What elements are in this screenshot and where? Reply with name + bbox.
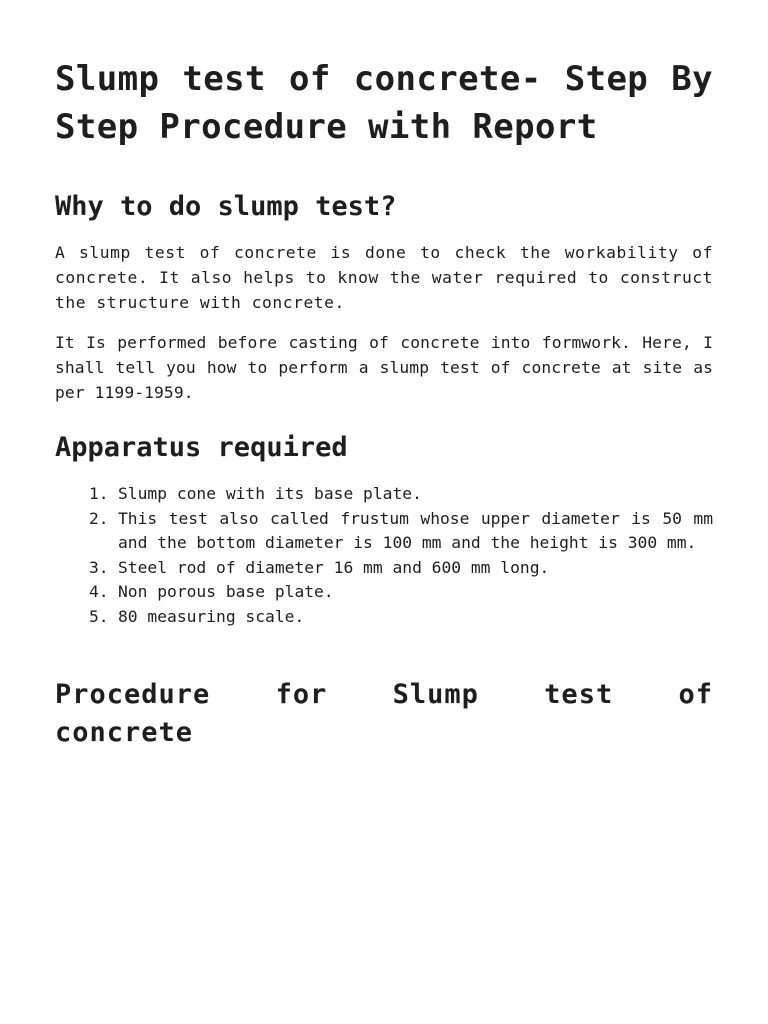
procedure-heading-line-2: concrete [55, 717, 194, 748]
list-item-number: 2. [89, 508, 109, 528]
section-heading-apparatus: Apparatus required [55, 432, 348, 463]
list-item [55, 507, 713, 556]
paragraph-why-2: It Is performed before casting of concrete into formwork. Here, I shall tell you how to perform a slump test of concrete at site as per 1199-1959. [55, 333, 713, 402]
list-item-text: Steel rod of diameter 16 mm and 600 mm long. [118, 557, 550, 577]
list-item-number: 4. [89, 582, 109, 602]
section-heading-procedure [55, 676, 713, 752]
list-item-number: 3. [89, 557, 109, 577]
list-item-number: 5. [89, 606, 109, 626]
list-item-text: Slump cone with its base plate. [118, 484, 422, 503]
page-title: Slump test of concrete- Step By Step Procedure with Report [55, 59, 713, 147]
section-heading-why: Why to do slump test? [55, 191, 397, 222]
list-item-number: 1. [89, 484, 109, 503]
list-item [55, 556, 713, 581]
paragraph-why-1: A slump test of concrete is done to check the workability of concrete. It also helps to know the water required to construct the structure with concrete. [55, 243, 713, 312]
list-item [55, 605, 713, 630]
list-item-text: This test also called frustum whose upper diameter is 50 mm and the bottom diameter is 100 mm and the height is 300 mm. [118, 508, 713, 553]
apparatus-list [55, 482, 713, 630]
list-item-text: 80 measuring scale. [118, 606, 305, 626]
list-item [55, 580, 713, 605]
list-item-text: Non porous base plate. [118, 582, 334, 602]
list-item [55, 482, 713, 507]
procedure-heading-line-1: Procedure for Slump test of [55, 679, 713, 710]
